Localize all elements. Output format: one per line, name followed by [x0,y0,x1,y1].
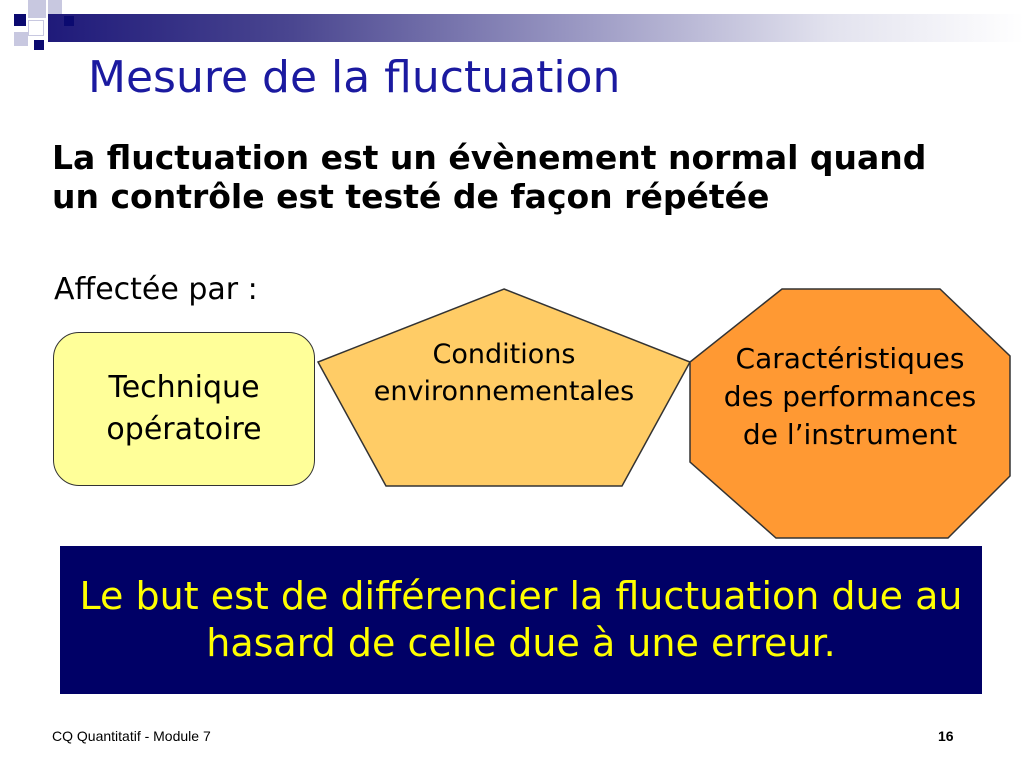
instrument-line-3: de l’instrument [742,418,958,451]
goal-text: Le but est de différencier la fluctuation due au hasard de celle due à une erreur. [79,574,963,665]
page-number: 16 [938,728,954,744]
conditions-label [338,336,670,410]
goal-banner [60,546,982,694]
affected-by-label: Affectée par : [54,272,258,307]
technique-line-1: Technique [108,370,260,405]
instrument-line-2: des performances [723,380,977,413]
footer-course: CQ Quantitatif - Module 7 [52,728,211,744]
lead-statement: La fluctuation est un évènement normal quand un contrôle est testé de façon répétée [52,138,927,216]
instrument-line-1: Caractéristiques [735,342,965,375]
technique-line-2: opératoire [106,412,262,447]
conditions-line-1: Conditions [432,339,576,370]
instrument-label [690,340,1010,454]
slide-title: Mesure de la fluctuation [88,52,621,103]
conditions-line-2: environnementales [373,376,635,407]
